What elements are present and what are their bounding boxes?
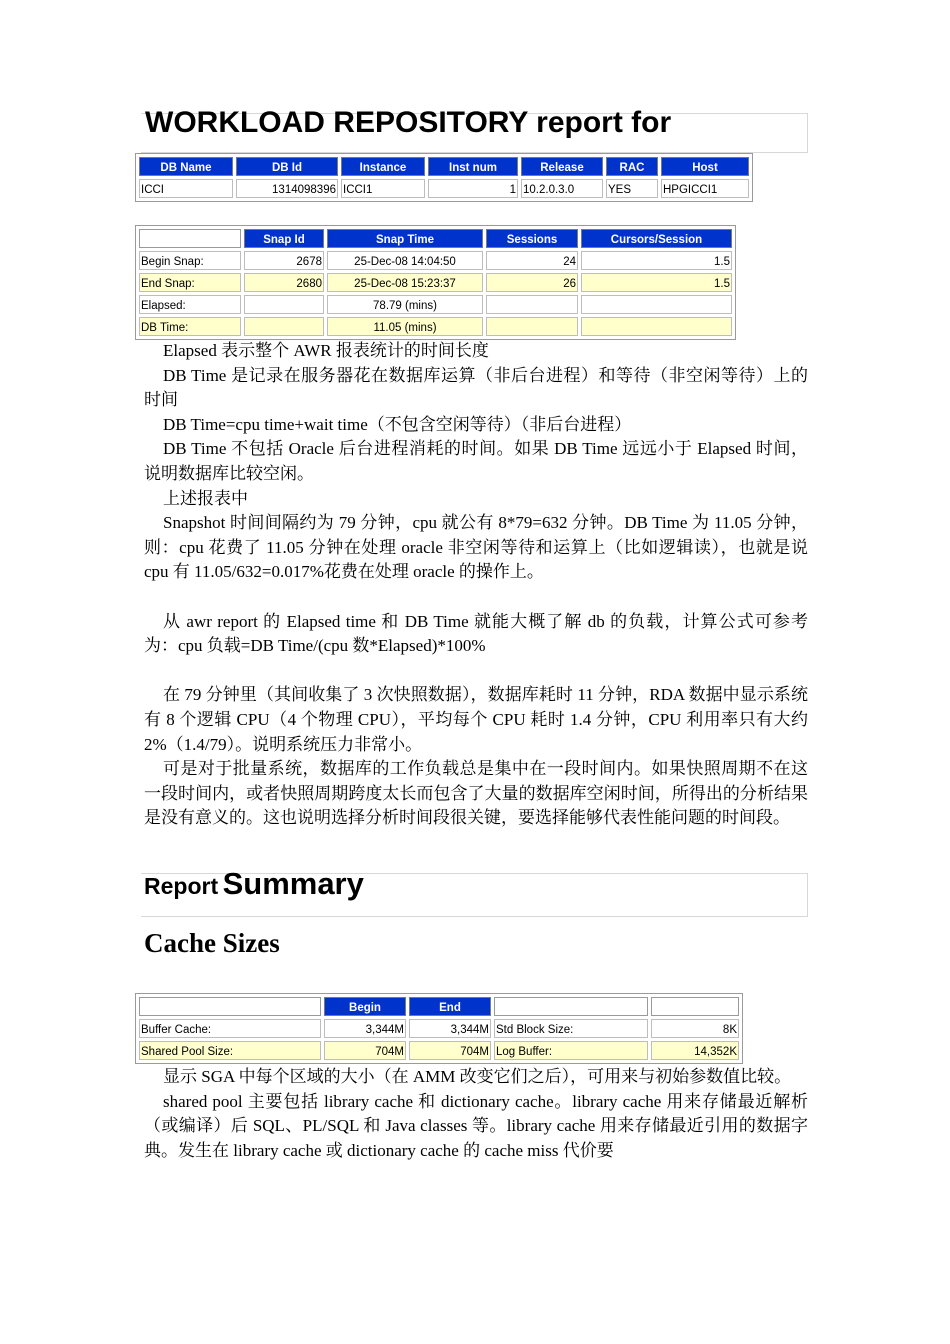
table-cell: 3,344M	[409, 1019, 491, 1038]
cache-sizes-heading: Cache Sizes	[144, 928, 280, 958]
col-header: DB Id	[236, 157, 338, 176]
db-info-table	[135, 153, 753, 202]
table-cell: Elapsed:	[139, 295, 241, 314]
table-cell: 78.79 (mins)	[327, 295, 483, 314]
table-cell	[244, 317, 324, 336]
col-header: Inst num	[428, 157, 518, 176]
table-cell: Std Block Size:	[494, 1019, 648, 1038]
table-cell: Buffer Cache:	[139, 1019, 321, 1038]
col-header: Snap Time	[327, 229, 483, 248]
paragraph: DB Time 是记录在服务器花在数据库运算（非后台进程）和等待（非空闲等待）上的时间	[144, 365, 808, 410]
table-cell	[244, 295, 324, 314]
table-cell: Begin Snap:	[139, 251, 241, 270]
table-cell: 26	[486, 273, 578, 292]
col-header: DB Name	[139, 157, 233, 176]
col-header: RAC	[606, 157, 658, 176]
table-cell: Log Buffer:	[494, 1041, 648, 1060]
cache-sizes-table	[135, 993, 743, 1064]
table-cell: 25-Dec-08 14:04:50	[327, 251, 483, 270]
paragraph: Elapsed 表示整个 AWR 报表统计的时间长度	[163, 341, 489, 360]
table-cell: 2678	[244, 251, 324, 270]
table-cell: ICCI1	[341, 179, 425, 198]
table-cell	[581, 295, 732, 314]
table-cell: 704M	[409, 1041, 491, 1060]
table-cell: Shared Pool Size:	[139, 1041, 321, 1060]
paragraph: 可是对于批量系统，数据库的工作负载总是集中在一段时间内。如果快照周期不在这一段时间内，或者快照周期跨度太长而包含了大量的数据库空闲时间，所得出的分析结果是没有意义的。这也说明选择分析时间段很关键，要选择能够代表性能问题的时间段。	[144, 759, 808, 828]
col-header: Instance	[341, 157, 425, 176]
table-cell: 1.5	[581, 273, 732, 292]
paragraph: 上述报表中	[163, 488, 248, 508]
col-header: Sessions	[486, 229, 578, 248]
table-row	[139, 273, 732, 292]
table-row	[139, 1041, 739, 1060]
col-header: Cursors/Session	[581, 229, 732, 248]
col-header	[139, 229, 241, 248]
report-title-box	[141, 106, 808, 153]
paragraph: DB Time 不包括 Oracle 后台进程消耗的时间。如果 DB Time 远远小于 Elapsed 时间，说明数据库比较空闲。	[144, 439, 808, 483]
col-header: Host	[661, 157, 749, 176]
paragraph: 在 79 分钟里（其间收集了 3 次快照数据），数据库耗时 11 分钟，RDA 数据中显示系统有 8 个逻辑 CPU（4 个物理 CPU），平均每个 CPU 耗时 1.4 分钟，CPU 利用率只有大约 2%（1.4/79）。说明系统压力非常小。	[144, 685, 808, 754]
col-header	[651, 997, 739, 1016]
table-cell	[581, 317, 732, 336]
paragraph: DB Time=cpu time+wait time（不包含空闲等待）（非后台进程）	[163, 414, 632, 434]
table-header-row	[139, 229, 732, 248]
table-cell: 14,352K	[651, 1041, 739, 1060]
table-cell	[486, 295, 578, 314]
table-header-row	[139, 997, 739, 1016]
table-cell: 1314098396	[236, 179, 338, 198]
table-cell: 3,344M	[324, 1019, 406, 1038]
report-word: Report	[144, 873, 219, 899]
table-cell: End Snap:	[139, 273, 241, 292]
table-cell: 2680	[244, 273, 324, 292]
report-title: WORKLOAD REPOSITORY report for	[145, 106, 672, 139]
table-cell: DB Time:	[139, 317, 241, 336]
table-cell: 11.05 (mins)	[327, 317, 483, 336]
table-cell	[486, 317, 578, 336]
col-header: Release	[521, 157, 603, 176]
table-cell: HPGICCI1	[661, 179, 749, 198]
table-cell: 10.2.0.3.0	[521, 179, 603, 198]
table-cell: 1	[428, 179, 518, 198]
paragraph: shared pool 主要包括 library cache 和 dictionary cache。library cache 用来存储最近解析（或编译）后 SQL、PL/SQL 和 Java classes 等。library cache 用来存储最近引用的数据字典。发生在 library cache 或 dictionary cache 的 cache miss 代价要	[144, 1091, 808, 1160]
col-header: End	[409, 997, 491, 1016]
summary-word: Summary	[222, 866, 364, 901]
table-cell: 704M	[324, 1041, 406, 1060]
report-summary-box	[141, 866, 808, 917]
table-cell: 24	[486, 251, 578, 270]
col-header: Begin	[324, 997, 406, 1016]
paragraph: 从 awr report 的 Elapsed time 和 DB Time 就能大概了解 db 的负载，计算公式可参考为：cpu 负载=DB Time/(cpu 数*Elapsed)*100%	[144, 611, 808, 656]
table-header-row	[139, 157, 749, 176]
table-cell: YES	[606, 179, 658, 198]
col-header	[139, 997, 321, 1016]
col-header	[494, 997, 648, 1016]
table-cell: 8K	[651, 1019, 739, 1038]
table-cell: 1.5	[581, 251, 732, 270]
table-cell: 25-Dec-08 15:23:37	[327, 273, 483, 292]
col-header: Snap Id	[244, 229, 324, 248]
explanation-text-1	[144, 339, 808, 831]
paragraph: 显示 SGA 中每个区域的大小（在 AMM 改变它们之后），可用来与初始参数值比较。	[163, 1067, 792, 1086]
snapshot-table	[135, 225, 736, 340]
paragraph: Snapshot 时间间隔约为 79 分钟，cpu 就公有 8*79=632 分钟。DB Time 为 11.05 分钟，则：cpu 花费了 11.05 分钟在处理 oracle 非空闲等待和运算上（比如逻辑读），也就是说 cpu 有 11.05/632=0.017%花费在处理 oracle 的操作上。	[144, 513, 808, 582]
table-row	[139, 295, 732, 314]
explanation-text-2	[144, 1065, 808, 1163]
table-row	[139, 179, 749, 198]
table-row	[139, 1019, 739, 1038]
table-row	[139, 317, 732, 336]
table-cell: ICCI	[139, 179, 233, 198]
report-summary-heading	[144, 866, 807, 902]
table-row	[139, 251, 732, 270]
